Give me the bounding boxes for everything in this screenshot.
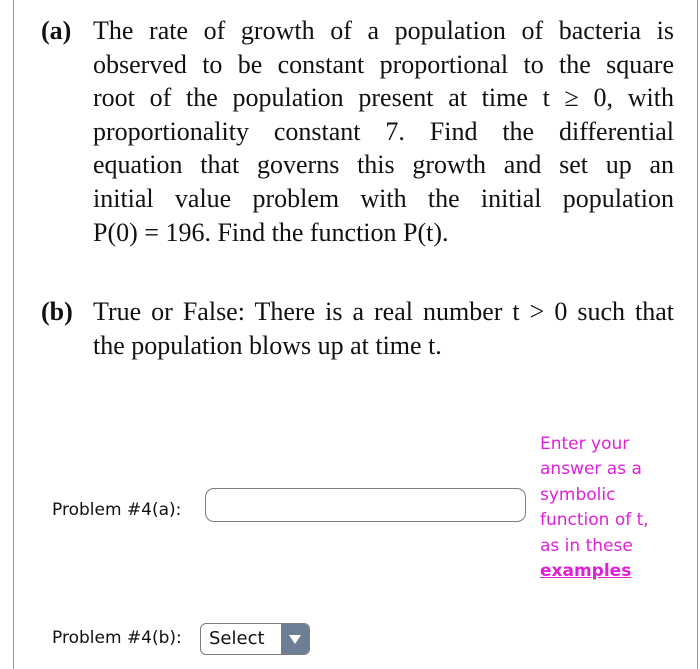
problem-4b-select[interactable]	[200, 623, 310, 655]
question-b-label: (b)	[41, 297, 73, 326]
hint-line-4: function of t,	[540, 510, 649, 531]
question-a-line-7: P(0) = 196. Find the function P(t).	[93, 217, 449, 247]
question-a-label: (a)	[41, 16, 72, 45]
question-b	[41, 295, 674, 362]
question-a-line-5: equation that governs this growth and set up an	[93, 150, 674, 180]
question-a-line-6: initial value problem with the initial population	[93, 183, 674, 213]
select-value: Select	[209, 628, 265, 649]
examples-link[interactable]: examples	[540, 561, 632, 582]
question-a	[41, 14, 674, 249]
hint-line-2: answer as a	[540, 459, 642, 480]
chevron-down-icon	[289, 635, 301, 644]
left-frame-border	[13, 0, 14, 669]
question-a-line-4: proportionality constant 7. Find the differential	[93, 116, 674, 146]
right-frame-border	[697, 0, 698, 669]
question-a-line-3: root of the population present at time t ≥ 0, with	[93, 83, 674, 113]
problem-4a-label: Problem #4(a):	[52, 500, 182, 520]
question-a-line-1: (a) The rate of growth of a population of bacteria is	[41, 14, 674, 48]
hint-line-1: Enter your	[540, 434, 630, 454]
question-b-line-1: (b) True or False: There is a real number t > 0 such that	[41, 295, 674, 329]
hint-line-5: as in these	[540, 535, 633, 556]
hint-line-3: symbolic	[540, 484, 616, 505]
problem-4b-label: Problem #4(b):	[52, 628, 182, 648]
problem-4a-answer-input[interactable]	[205, 488, 526, 522]
question-b-line-2: the population blows up at time t.	[93, 330, 442, 360]
question-a-line-2: observed to be constant proportional to the square	[93, 49, 674, 79]
answer-hint	[540, 432, 690, 584]
dropdown-button[interactable]	[281, 624, 309, 654]
